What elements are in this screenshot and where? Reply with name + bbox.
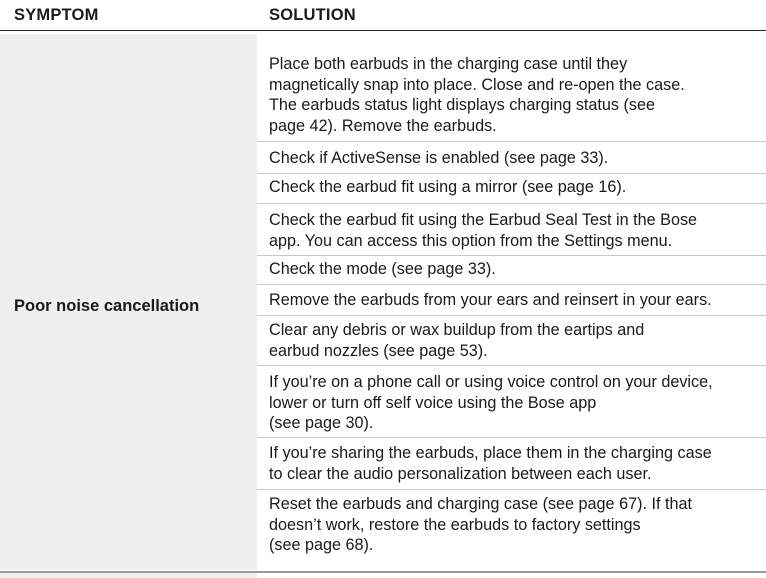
solution-divider [257,489,766,490]
table-row [0,34,766,570]
solution-item: Clear any debris or wax buildup from the eartips and earbud nozzles (see page 53). [269,321,645,360]
solution-item: If you’re on a phone call or using voice control on your device, lower or turn off self voice using the Bose app (see page 30). [269,373,713,432]
header-solution: SOLUTION [269,6,356,24]
solution-divider [257,141,766,142]
next-row-symptom-cell [0,573,257,578]
solution-item: Place both earbuds in the charging case until they magnetically snap into place. Close and re-open the case. The earbuds status light displays charging status (see page 42). Remove the earbuds. [269,55,685,135]
solution-divider [257,365,766,366]
solution-item: Check the mode (see page 33). [269,260,496,278]
solution-divider [257,437,766,438]
solution-divider [257,315,766,316]
solution-item: Check the earbud fit using the Earbud Seal Test in the Bose app. You can access this option from the Settings menu. [269,211,698,250]
table-header [0,0,766,31]
solution-divider [257,255,766,256]
solution-item: Check the earbud fit using a mirror (see page 16). [269,178,627,196]
solution-item: Remove the earbuds from your ears and reinsert in your ears. [269,291,712,309]
solution-divider [257,173,766,174]
solution-cell [257,34,766,570]
solution-item: Reset the earbuds and charging case (see page 67). If that doesn’t work, restore the earbuds to factory settings (see page 68). [269,495,692,554]
symptom-text: Poor noise cancellation [14,296,200,315]
solution-item: If you’re sharing the earbuds, place them in the charging case to clear the audio personalization between each user. [269,444,712,483]
solution-divider [257,203,766,204]
solution-divider [257,284,766,285]
solution-item: Check if ActiveSense is enabled (see page 33). [269,149,609,167]
header-symptom: SYMPTOM [14,6,99,24]
symptom-cell [0,34,257,570]
